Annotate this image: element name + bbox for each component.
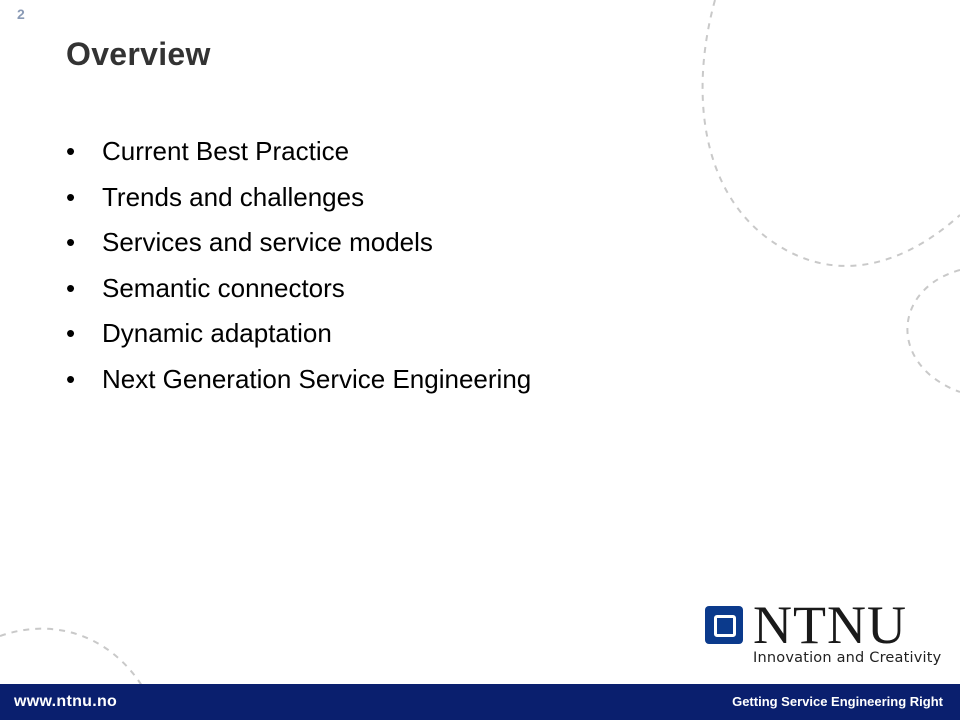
bullet-item	[66, 270, 531, 316]
logo-tagline: Innovation and Creativity	[753, 650, 942, 666]
bullet-text: Trends and challenges	[102, 181, 365, 212]
bullet-dot-icon: •	[66, 272, 76, 303]
bullet-text: Next Generation Service Engineering	[102, 363, 532, 394]
footer-bar	[0, 684, 960, 720]
bullet-text: Services and service models	[102, 227, 433, 257]
bullet-text: Dynamic adaptation	[102, 318, 332, 348]
footer-presentation-title: Getting Service Engineering Right	[732, 694, 943, 709]
bullet-dot-icon: •	[66, 136, 76, 166]
footer-url-link[interactable]: www.ntnu.no	[14, 693, 118, 710]
bullet-list	[66, 133, 531, 406]
bullet-dot-icon: •	[66, 227, 76, 257]
bullet-item	[66, 224, 531, 270]
bullet-text: Current Best Practice	[102, 136, 350, 166]
bullet-text: Semantic connectors	[102, 272, 345, 303]
bullet-dot-icon: •	[66, 181, 76, 212]
bullet-dot-icon: •	[66, 363, 76, 394]
bullet-item	[66, 133, 531, 179]
slide-number: 2	[17, 6, 25, 22]
ntnu-logo-square-icon	[705, 606, 743, 644]
bullet-dot-icon: •	[66, 318, 76, 348]
bullet-item	[66, 179, 531, 225]
bullet-item	[66, 315, 531, 361]
slide-title: Overview	[66, 36, 211, 72]
logo-wordmark: NTNU	[753, 595, 907, 655]
bullet-item	[66, 361, 531, 407]
